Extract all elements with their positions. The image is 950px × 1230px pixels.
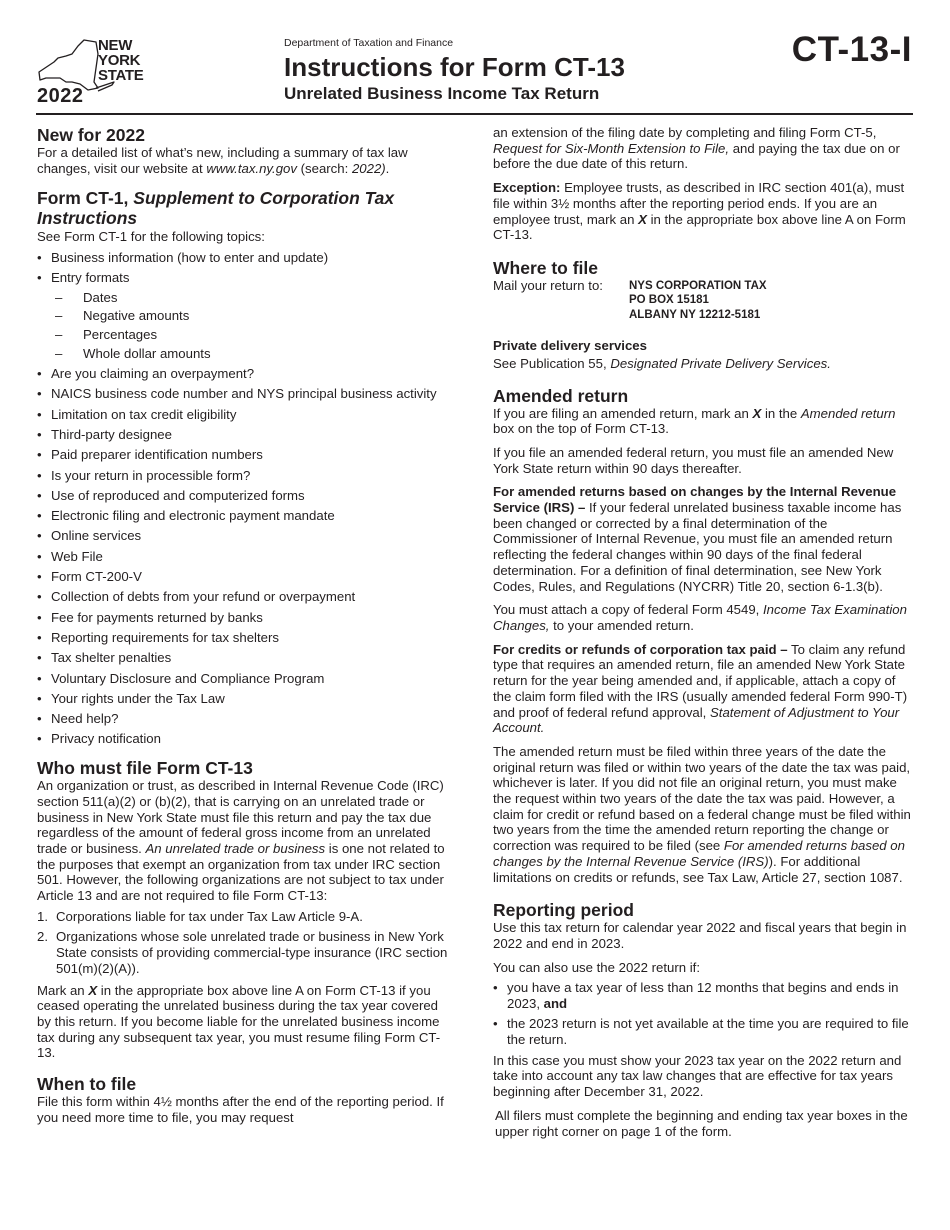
private-delivery-text: See Publication 55, Designated Private Delivery Services. (493, 355, 831, 371)
list-item: • Tax shelter penalties (37, 650, 455, 666)
cease-operations-text: Mark an X in the appropriate box above line A on Form CT-13 if you ceased operating the unrelated business during the tax year covered by this return. If you become liable for the unrelated business income tax during any subsequent tax year, you must resume filing Form CT-13. (37, 982, 441, 1061)
amended-return-p3: For amended returns based on changes by the Internal Revenue Service (IRS) – If your federal unrelated business taxable income has been changed or corrected by a final determination of the Commissioner of Internal Revenue, you must file an amended return reflecting the federal changes within 90 days of the final federal determination. For a definition of final determination, see New York Codes, Rules, and Regulations (NYCRR) Title 20, section 6-1.3(b). (493, 484, 902, 594)
private-delivery-heading: Private delivery services (493, 338, 647, 354)
entry-formats-list (55, 290, 455, 362)
new-for-2022-heading: New for 2022 (37, 125, 145, 145)
reporting-conditions-list (493, 980, 913, 1047)
who-must-file-text: An organization or trust, as described in Internal Revenue Code (IRC) section 511(a)(2) or (b)(2), that is carrying on an unrelated trade or business in New York State must file this return and pay the tax due regardless of the amount of federal gross income from an unrelated trade or business. An unrelated trade or business is one not related to the purposes that exempt an organization from tax under IRC section 501. However, the following organizations are not subject to tax under Article 13 and are not required to file Form CT-13: (37, 778, 445, 904)
list-item: – Dates (55, 290, 455, 306)
list-item: • the 2023 return is not yet available at the time you are required to file the return. (493, 1016, 913, 1047)
list-item: • Business information (how to enter and update) (37, 250, 455, 266)
ct1-intro: See Form CT-1 for the following topics: (37, 229, 265, 245)
department-name: Department of Taxation and Finance (284, 37, 454, 49)
amended-return-p5: For credits or refunds of corporation tax paid – To claim any refund type that requires an amended return, file an amended New York State return for the year being amended and, if applicable, attach a copy of the claim form filed with the IRS (usually amended federal Form 990-T) and proof of federal refund approval, Statement of Adjustment to Your Account. (493, 641, 908, 736)
address-line: ALBANY NY 12212-5181 (629, 308, 761, 321)
exempt-organizations-list (37, 909, 455, 977)
list-item: • Are you claiming an overpayment? (37, 366, 455, 382)
list-item: • Use of reproduced and computerized forms (37, 488, 455, 504)
logo-line-state: STATE (98, 67, 144, 84)
list-item: – Percentages (55, 327, 455, 343)
form-number: CT-13-I (791, 30, 912, 69)
tax-website-link[interactable]: www.tax.ny.gov (206, 160, 297, 176)
amended-return-p2: If you file an amended federal return, you must file an amended New York State return within 90 days thereafter. (493, 444, 894, 476)
ct1-topic-list (37, 250, 455, 747)
address-line: NYS CORPORATION TAX (629, 279, 767, 292)
list-item: • Fee for payments returned by banks (37, 610, 455, 626)
list-item: 2. Organizations whose sole unrelated trade or business in New York State consists of providing commercial-type insurance (IRC section 501(m)(2)(A)). (37, 929, 448, 976)
page-title: Instructions for Form CT-13 (284, 52, 625, 82)
list-item: • NAICS business code number and NYS principal business activity (37, 386, 455, 402)
who-must-file-heading: Who must file Form CT-13 (37, 758, 253, 779)
new-for-2022-text: For a detailed list of what’s new, including a summary of tax law changes, visit our website at www.tax.ny.gov (search: 2022). (37, 145, 408, 176)
list-item: • Is your return in processible form? (37, 468, 455, 484)
list-item: • Electronic filing and electronic payment mandate (37, 508, 455, 524)
where-to-file-heading: Where to file (493, 257, 599, 278)
reporting-period-p3: In this case you must show your 2023 tax year on the 2022 return and take into account any tax law changes that are effective for tax years beginning after December 31, 2022. (493, 1052, 902, 1100)
address-line: PO BOX 15181 (629, 294, 709, 307)
form-ct1-heading: Form CT-1, Supplement to Corporation Tax Instructions (37, 188, 395, 229)
mail-label: Mail your return to: (493, 277, 603, 293)
mailing-address (493, 278, 913, 322)
when-to-file-heading: When to file (37, 1074, 137, 1095)
list-item: – Negative amounts (55, 308, 455, 324)
list-item: • Form CT-200-V (37, 569, 455, 585)
list-item: • Entry formats – Dates – Negative amounts – Percentages – Whole dollar amounts (37, 270, 455, 362)
list-item: • Voluntary Disclosure and Compliance Program (37, 671, 455, 687)
exception-text: Exception: Employee trusts, as described in IRC section 401(a), must file within 3½ months after the reporting period ends. If you are an employee trust, mark an X in the appropriate box above line A on Form CT-13. (493, 180, 906, 243)
reporting-period-p4: All filers must complete the beginning and ending tax year boxes in the upper right corner on page 1 of the form. (495, 1107, 908, 1139)
logo-line-york: YORK (98, 52, 141, 69)
list-item: • Online services (37, 528, 455, 544)
amended-return-p1: If you are filing an amended return, mark an X in the Amended return box on the top of Form CT-13. (493, 405, 896, 437)
list-item: • Collection of debts from your refund or overpayment (37, 589, 455, 605)
nys-logo (36, 38, 148, 108)
header-divider (36, 113, 913, 115)
amended-return-p6: The amended return must be filed within three years of the date the original return was filed or within two years of the date the tax was paid, whichever is later. If you did not file an original return, you must make the request within two years of the date the tax was paid. However, a claim for credit or refund based on a federal change must be filed within two years from the time the amended return reporting the change or correction was required to be filed (see For amended returns based on changes by the Internal Revenue Service (IRS)). For additional limitations on credits or refunds, see Tax Law, Article 27, section 1087. (493, 743, 911, 885)
page-subtitle: Unrelated Business Income Tax Return (284, 84, 600, 103)
list-item: • Third-party designee (37, 427, 455, 443)
page-header (0, 0, 950, 120)
list-item: • Limitation on tax credit eligibility (37, 407, 455, 423)
list-item: 1. Corporations liable for tax under Tax Law Article 9-A. (37, 908, 363, 924)
list-item: • Reporting requirements for tax shelters (37, 630, 455, 646)
when-to-file-text: File this form within 4½ months after the end of the reporting period. If you need more time to file, you may request (37, 1094, 444, 1125)
list-item: • you have a tax year of less than 12 months that begins and ends in 2023, and (493, 980, 913, 1011)
list-item: • Your rights under the Tax Law (37, 691, 455, 707)
address-lines (629, 278, 767, 322)
list-item: • Paid preparer identification numbers (37, 447, 455, 463)
amended-return-p4: You must attach a copy of federal Form 4549, Income Tax Examination Changes, to your amended return. (493, 602, 907, 633)
logo-year: 2022 (37, 85, 84, 107)
reporting-period-heading: Reporting period (493, 900, 634, 921)
left-column (37, 125, 455, 1126)
list-item: • Privacy notification (37, 731, 455, 747)
list-item: • Web File (37, 549, 455, 565)
list-item: • Need help? (37, 711, 455, 727)
reporting-period-p2: You can also use the 2022 return if: (493, 959, 700, 975)
reporting-period-p1: Use this tax return for calendar year 2022 and fiscal years that begin in 2022 and end in 2023. (493, 920, 907, 951)
extension-text: an extension of the filing date by completing and filing Form CT-5, Request for Six-Month Extension to File, and paying the tax due on or before the due date of this return. (493, 125, 900, 172)
amended-return-heading: Amended return (493, 385, 629, 406)
right-column (493, 125, 913, 1139)
list-item: – Whole dollar amounts (55, 346, 455, 362)
logo-line-new: NEW (98, 37, 133, 54)
logo-wordmark (98, 38, 143, 83)
